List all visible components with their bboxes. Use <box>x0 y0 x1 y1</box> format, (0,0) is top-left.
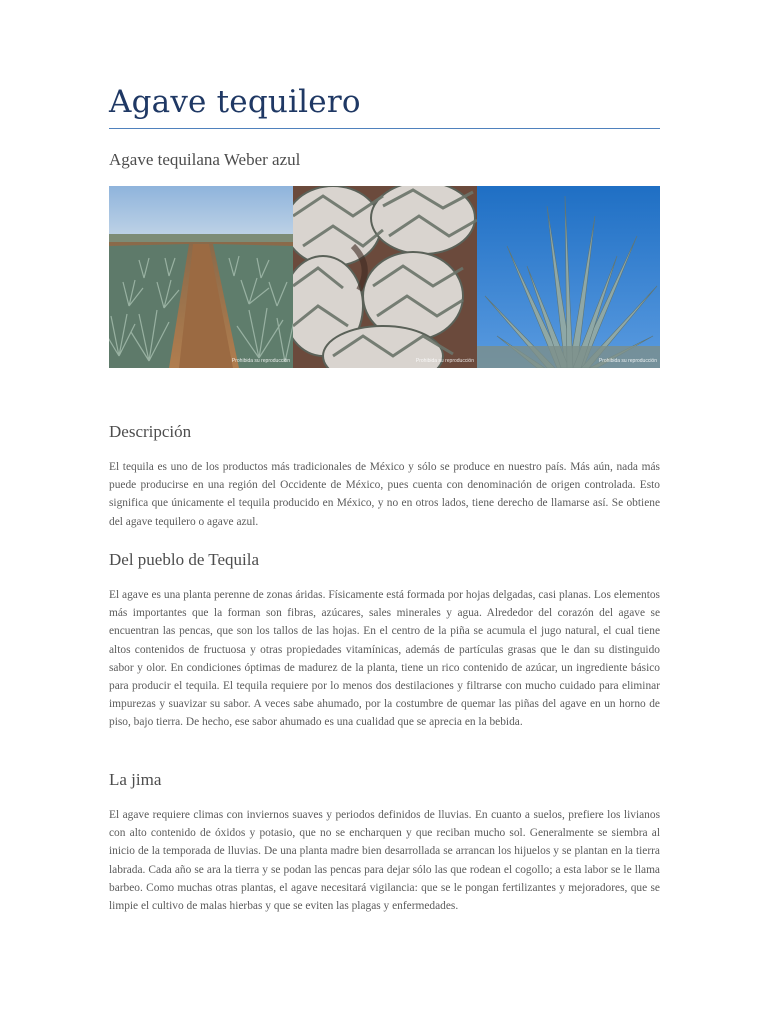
agave-leaves-photo <box>477 186 660 368</box>
document-title: Agave tequilero <box>109 84 361 120</box>
watermark: Prohibida su reproducción <box>415 358 474 364</box>
agave-pinas-image <box>293 186 477 368</box>
section-paragraph-pueblo-tequila: El agave es una planta perenne de zonas áridas. Físicamente está formada por hojas delgadas, casi planas. Los elementos más importantes que la forman son fibras, azúcares, sales minerales y agua. Alrededor del corazón del agave se encuentran las pencas, que son los tallos de las hojas. En el centro de la piña se acumula el jugo natural, el cual tiene altos contenidos de fructuosa y otras propiedades vitamínicas, además de partículas grasas que le dan su distinguido sabor y olor. En condiciones óptimas de madurez de la planta, tiene un rico contenido de azúcar, un ingrediente básico para producir el tequila. El tequila requiere por lo menos dos destilaciones y filtrarse con mucho cuidado para eliminar impurezas y suavizar su sabor. A veces sabe ahumado, por la costumbre de quemar las piñas del agave en un horno de piso, bajo tierra. De hecho, ese sabor ahumado es una cualidad que se aprecia en la bebida. <box>109 589 660 729</box>
section-heading-descripcion: Descripción <box>109 422 192 441</box>
watermark: Prohibida su reproducción <box>231 358 290 364</box>
section-heading-la-jima: La jima <box>109 770 162 789</box>
section-heading-pueblo-tequila: Del pueblo de Tequila <box>109 550 260 569</box>
agave-pinas-photo <box>293 186 477 368</box>
agave-leaves-image <box>477 186 660 368</box>
document-subtitle: Agave tequilana Weber azul <box>109 150 301 169</box>
section-paragraph-la-jima: El agave requiere climas con inviernos suaves y periodos definidos de lluvias. En cuanto a suelos, prefiere los livianos con alto contenido de óxidos y potasio, que no se encharquen y que reciban mucho sol. Generalmente se siembra al inicio de la temporada de lluvias. De una planta madre bien desarrollada se arrancan los hijuelos y se plantan en la tierra labrada. Cada año se ara la tierra y se podan las pencas para dejar sólo las que rodean el cogollo; a esta labor se le llama barbeo. Como muchas otras plantas, el agave necesitará vigilancia: que se le pongan fertilizantes y mejoradores, que se limpie el cultivo de malas hierbas y que se eviten las plagas y enfermedades. <box>109 809 660 913</box>
photo-gallery <box>109 186 660 368</box>
title-underline <box>109 128 660 129</box>
watermark: Prohibida su reproducción <box>598 358 657 364</box>
agave-field-image <box>109 186 293 368</box>
agave-field-photo <box>109 186 293 368</box>
section-paragraph-descripcion: El tequila es uno de los productos más tradicionales de México y sólo se produce en nuestro país. Más aún, nada más puede producirse en una región del Occidente de México, pues cuenta con denominación de origen controlada. Esto significa que únicamente el tequila producido en México, y no en otros lados, tiene derecho de llamarse así. Se obtiene del agave tequilero o agave azul. <box>109 461 660 528</box>
